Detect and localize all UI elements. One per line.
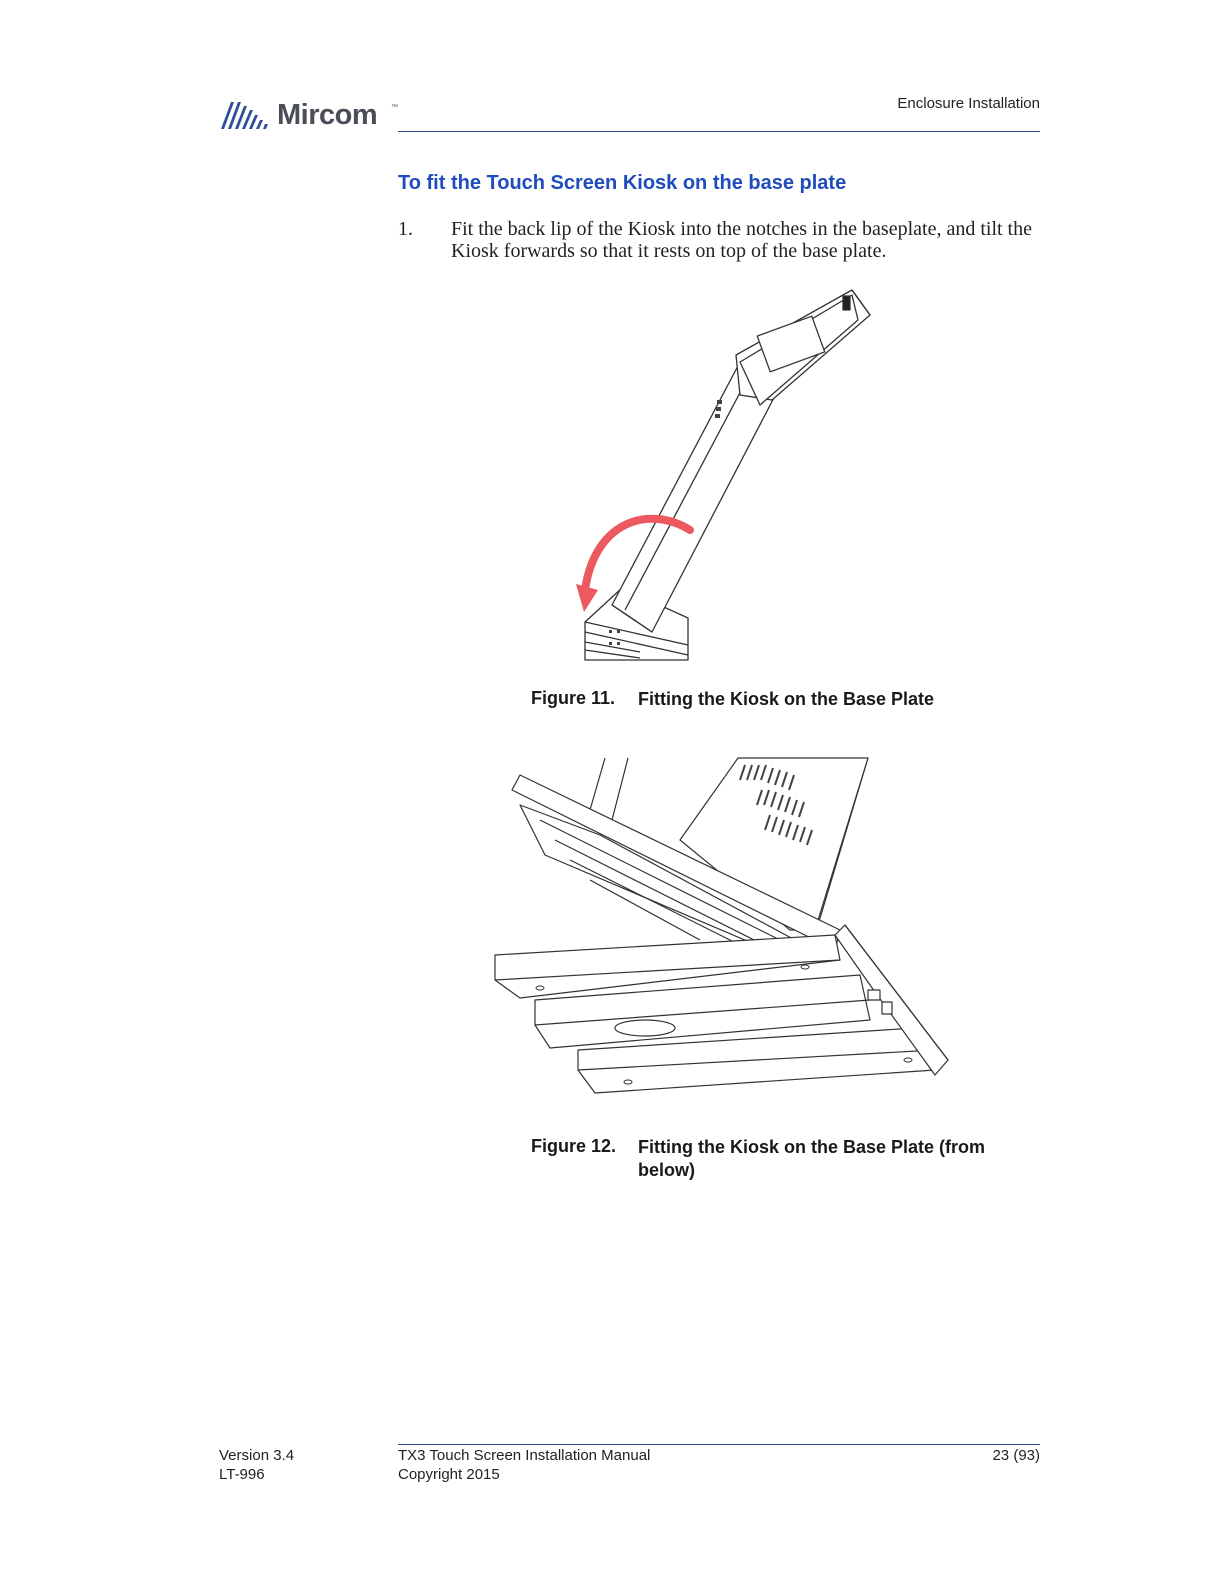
figure-11-label: Figure 11. xyxy=(531,688,616,708)
kiosk-tilt-illustration xyxy=(570,285,880,670)
footer-rule xyxy=(398,1444,1040,1445)
footer-manual-title: TX3 Touch Screen Installation Manual xyxy=(398,1447,651,1464)
brand-name: Mircom xyxy=(277,99,378,131)
step-number: 1. xyxy=(398,218,413,240)
footer-version: Version 3.4 xyxy=(219,1447,295,1464)
figure-12-title: Fitting the Kiosk on the Base Plate (from below) xyxy=(638,1137,986,1180)
header-rule xyxy=(398,131,1040,132)
figure-12-label: Figure 12. xyxy=(531,1136,617,1156)
footer-doc-id: LT-996 xyxy=(219,1466,265,1483)
footer-page-number: 23 (93) xyxy=(992,1447,1040,1464)
figure-11-title: Fitting the Kiosk on the Base Plate xyxy=(638,689,935,709)
step-text: Fit the back lip of the Kiosk into the notches in the baseplate, and tilt the Kiosk forwards so that it rests on top of the base plate. xyxy=(451,218,1032,262)
mircom-logo-mark-icon xyxy=(219,98,277,134)
mircom-logo xyxy=(219,98,399,134)
trademark-symbol: ™ xyxy=(391,104,398,111)
procedure-heading: To fit the Touch Screen Kiosk on the base plate xyxy=(398,172,847,194)
section-title: Enclosure Installation xyxy=(897,95,1040,112)
base-plate-below-illustration xyxy=(488,755,953,1100)
footer-copyright: Copyright 2015 xyxy=(398,1466,500,1483)
